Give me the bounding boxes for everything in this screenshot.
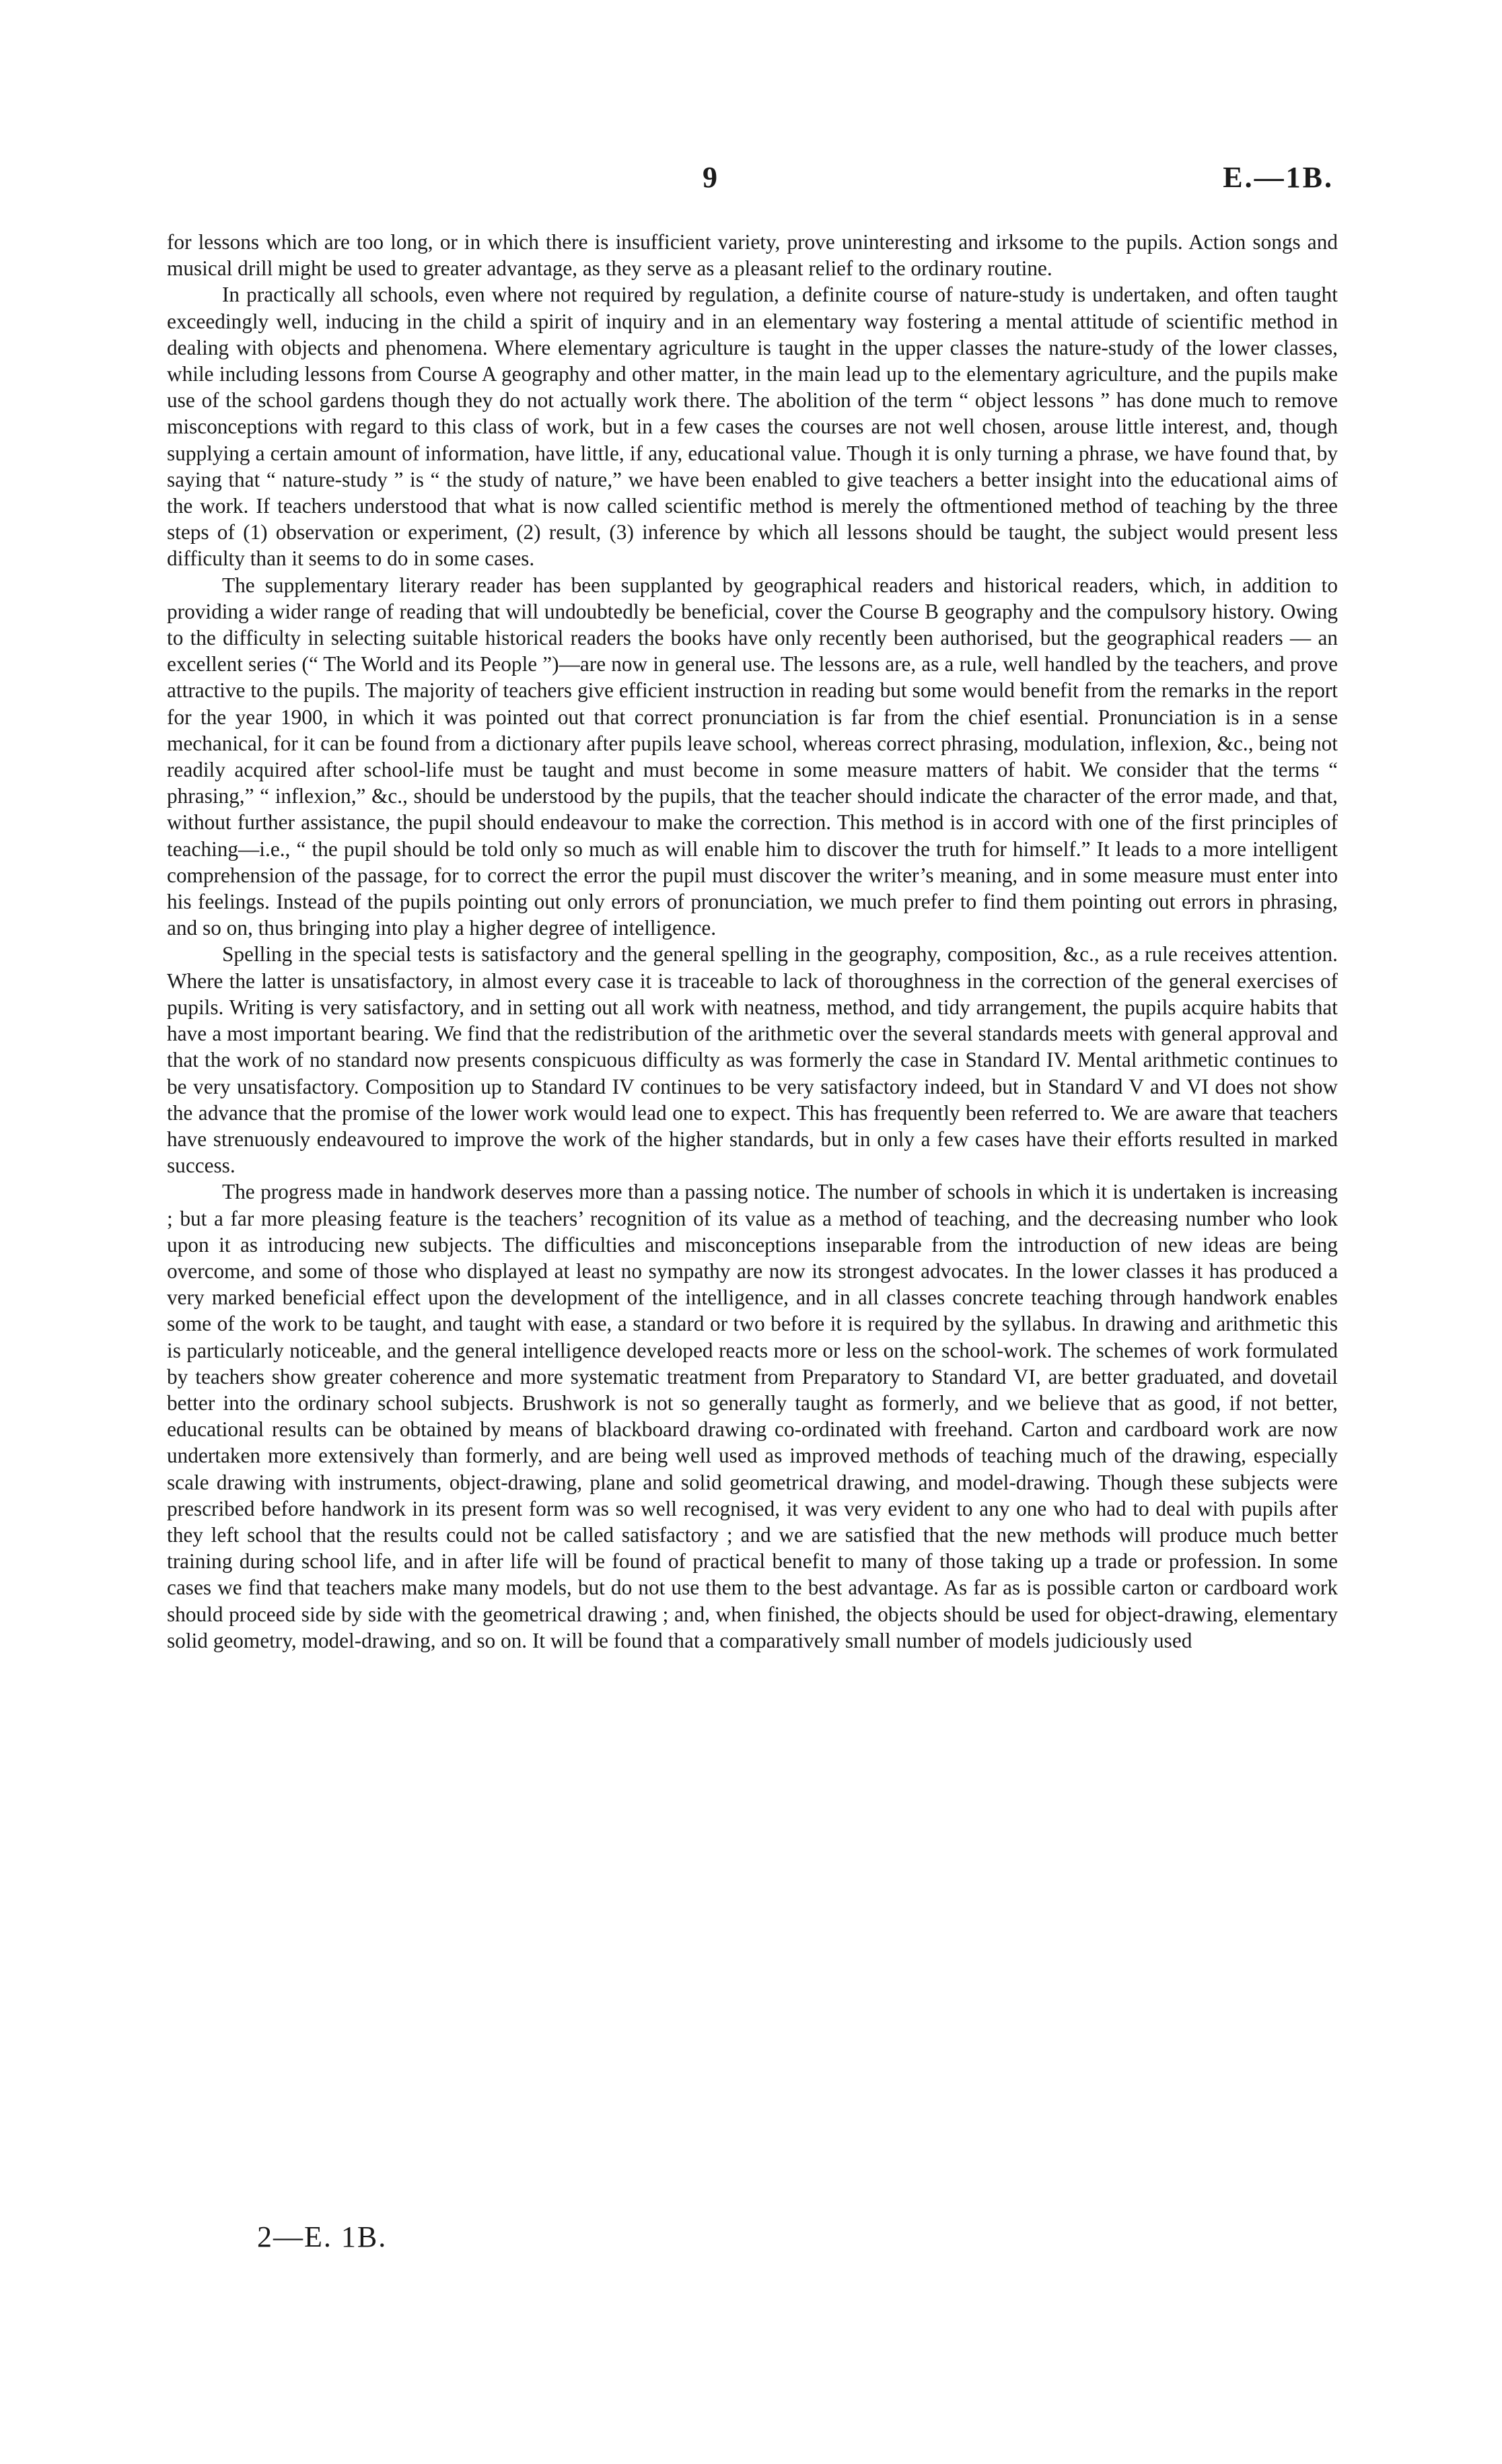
page-number: 9 [703, 161, 718, 194]
document-body [167, 229, 1338, 1654]
sheet-signature: 2—E. 1B. [257, 2220, 388, 2253]
page-header [0, 160, 1502, 207]
paragraph-readers: The supplementary literary reader has been supplanted by geographical readers and historical readers, which, in addition to providing a wider range of reading that will undoubtedly be beneficial, cover the Course B geography and the compulsory history. Owing to the difficulty in selecting suitable historical readers the books have only recently been authorised, but the geographical readers — an excellent series (“ The World and its People ”)—are now in general use. The lessons are, as a rule, well handled by the teachers, and prove attractive to the pupils. The majority of teachers give efficient instruction in reading but some would benefit from the remarks in the report for the year 1900, in which it was pointed out that correct pronunciation is far from the chief esential. Pronunciation is in a sense mechanical, for it can be found from a dictionary after pupils leave school, whereas correct phrasing, modulation, inflexion, &c., being not readily acquired after school-life must be taught and must become in some measure matters of habit. We consider that the terms “ phrasing,” “ inflexion,” &c., should be understood by the pupils, that the teacher should indicate the character of the error made, and that, without further assistance, the pupil should endeavour to make the correction. This method is in accord with one of the first principles of teaching—i.e., “ the pupil should be told only so much as will enable him to discover the truth for himself.” It leads to a more intelligent comprehension of the passage, for to correct the error the pupil must discover the writer’s meaning, and in some measure must enter into his feelings. Instead of the pupils pointing out only errors of pronunciation, we much prefer to find them pointing out errors in phrasing, and so on, thus bringing into play a higher degree of intelligence. [167, 573, 1338, 940]
paragraph-handwork: The progress made in handwork deserves more than a passing notice. The number of schools in which it is undertaken is increasing ; but a far more pleasing feature is the teachers’ recognition of its value as a method of teaching, and the decreasing number who look upon it as introducing new subjects. The difficulties and misconceptions inseparable from the introduction of new ideas are being overcome, and some of those who displayed at least no sympathy are now its strongest advocates. In the lower classes it has produced a very marked beneficial effect upon the development of the intelligence, and in all classes concrete teaching through handwork enables some of the work to be taught, and taught with ease, a standard or two before it is required by the syllabus. In drawing and arithmetic this is particularly noticeable, and the general intelligence developed reacts more or less on the school-work. The schemes of work formulated by teachers show greater coherence and more systematic treatment from Preparatory to Standard VI, are better graduated, and dovetail better into the ordinary school subjects. Brushwork is not so generally taught as formerly, and we believe that as good, if not better, educational results can be obtained by means of blackboard drawing co-ordinated with freehand. Carton and cardboard work are now undertaken more extensively than formerly, and are being well used as improved methods of teaching much of the drawing, especially scale drawing with instruments, object-drawing, plane and solid geometrical drawing, and model-drawing. Though these subjects were prescribed before handwork in its present form was so well recognised, it was very evident to any one who had to deal with pupils after they left school that the results could not be called satisfactory ; and we are satisfied that the new methods will produce much better training during school life, and in after life will be found of practical benefit to many of those taking up a trade or profession. In some cases we find that teachers make many models, but do not use them to the best advantage. As far as is possible carton or cardboard work should proceed side by side with the geometrical drawing ; and, when finished, the objects should be used for object-drawing, elementary solid geometry, model-drawing, and so on. It will be found that a comparatively small number of models judiciously used [167, 1180, 1338, 1652]
paragraph-spelling: Spelling in the special tests is satisfactory and the general spelling in the geography, composition, &c., as a rule receives attention. Where the latter is unsatisfactory, in almost every case it is traceable to lack of thoroughness in the correction of the general exercises of pupils. Writing is very satisfactory, and in setting out all work with neatness, method, and tidy arrangement, the pupils acquire habits that have a most important bearing. We find that the redistribution of the arithmetic over the several standards meets with general approval and that the work of no standard now presents conspicuous difficulty as was formerly the case in Standard IV. Mental arithmetic continues to be very unsatisfactory. Composition up to Standard IV continues to be very satisfactory indeed, but in Standard V and VI does not show the advance that the promise of the lower work would lead one to expect. This has frequently been referred to. We are aware that teachers have strenuously endeavoured to improve the work of the higher standards, but in only a few cases have their efforts resulted in marked success. [167, 942, 1338, 1178]
paragraph-nature-study: In practically all schools, even where not required by regulation, a definite course of nature-study is undertaken, and often taught exceedingly well, inducing in the child a spirit of inquiry and in an elementary way fostering a mental attitude of scientific method in dealing with objects and phenomena. Where elementary agriculture is taught in the upper classes the nature-study of the lower classes, while including lessons from Course A geography and other matter, in the main lead up to the elementary agriculture, and the pupils make use of the school gardens though they do not actually work there. The abolition of the term “ object lessons ” has done much to remove misconceptions with regard to this class of work, but in a few cases the courses are not well chosen, arouse little interest, and, though supplying a certain amount of information, have little, if any, educational value. Though it is only turning a phrase, we have found that, by saying that “ nature-study ” is “ the study of nature,” we have been enabled to give teachers a better insight into the educational aims of the work. If teachers understood that what is now called scientific method is merely the oftmentioned method of teaching by the three steps of (1) observation or experiment, (2) result, (3) inference by which all lessons should be taught, the subject would present less difficulty than it seems to do in some cases. [167, 283, 1338, 571]
series-reference: E.—1B. [1223, 161, 1334, 194]
paragraph-continuation: for lessons which are too long, or in which there is insufficient variety, prove uninteresting and irksome to the pupils. Action songs and musical drill might be used to greater advantage, as they serve as a pleasant relief to the ordinary routine. [167, 230, 1338, 281]
